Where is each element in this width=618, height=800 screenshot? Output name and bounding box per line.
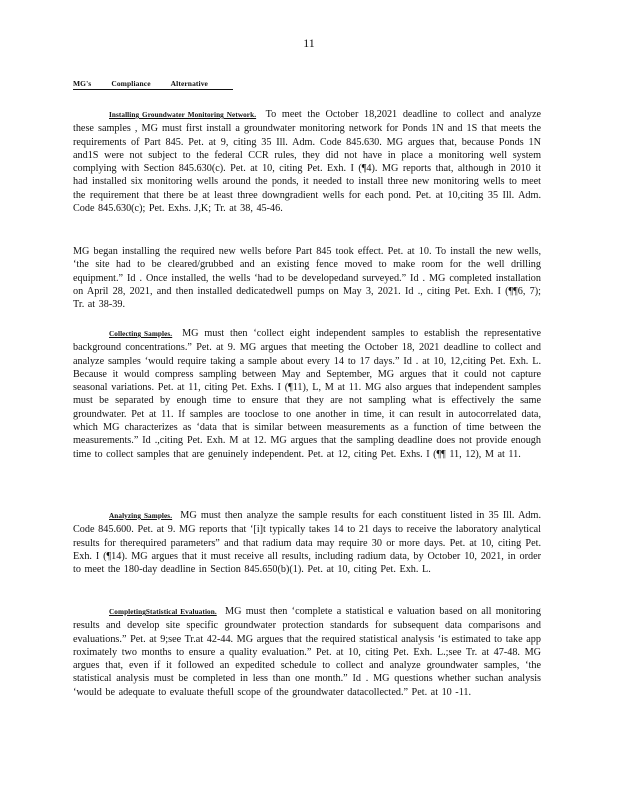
paragraph-lead-heading: Analyzing Samples. <box>109 512 173 520</box>
paragraph-installing-network <box>73 108 541 215</box>
paragraph-text: MG must then analyze the sample results for each constituent listed in 35 Ill. Adm. Code 845.600. Pet. at 9. MG reports that ‘[i]t typically takes 14 to 21 days to receive the laboratory analytical results for therequired parameters” and that radium data may require 30 or more days. Pet. at 10, citing Pet. Exh. I (¶14). MG argues that it must receive all results, including radium data, by October 10, 2021, in order to meet the 180-day deadline in Section 845.650(b)(1). Pet. at 10, citing Pet. Exh. L. <box>73 510 541 576</box>
section-heading-word: Alternative <box>170 79 208 88</box>
paragraph-text: MG must then ‘complete a statistical e valuation based on all monitoring results and develop site specific groundwater protection standards for subsequent data comparisons and evaluations.” Pet. at 9;see Tr.at 42-44. MG argues that the required statistical analysis ‘is estimated to take app roximately two months to ensure a quality evaluation.” Pet. at 10, citing Pet. Exh. L.;see Tr. at 47-48. MG argues that, even if it followed an expedited schedule to collect and analyze groundwater samples, ‘the statistical analysis must be completed in less than one month.” Id . MG questions whether suchan analysis ‘would be adequate to evaluate thefull scope of the groundwater datacollected.” Pet. at 10 -11. <box>73 606 541 698</box>
paragraph-well-installation <box>73 245 541 311</box>
paragraph-lead-heading: Collecting Samples. <box>109 330 173 338</box>
section-heading-word: MG's <box>73 79 92 88</box>
paragraph-lead-heading: CompletingStatistical Evaluation. <box>109 608 217 616</box>
paragraph-text: To meet the October 18,2021 deadline to collect and analyze these samples , MG must first install a groundwater monitoring network for Ponds 1N and 1S that meets the requirements of Part 845. Pet. at 9, citing 35 Ill. Adm. Code 845.630. MG argues that, because Ponds 1N and1S were not subject to the federal CCR rules, they did not have in place a monitoring well system complying with Section 845.630(c). Pet. at 10, citing Pet. Exh. I (¶4). MG reports that, although in 2010 it had installed six monitoring wells around the ponds, it needed to install three new monitoring wells to meet the requirement that there be at least three downgradient wells for each pond. Pet. at 10,citing 35 Ill. Adm. Code 845.630(c); Pet. Exhs. J,K; Tr. at 38, 45-46. <box>73 109 541 215</box>
paragraph-text: MG must then ‘collect eight independent samples to establish the representative background concentrations.” Pet. at 9. MG argues that meeting the October 18, 2021 deadline to collect and analyze samples ‘would require taking a sample about every 14 to 17 days.” Id . at 10, 12,citing Pet. Exh. L. Because it would compress sampling between May and September, MG argues that it could not capture seasonal variations. Pet. at 11, citing Pet. Exhs. I (¶11), L, M at 11. MG also argues that independent samples must be separated by enough time to ensure that they are not sampling what is effectively the same groundwater. Pet at 11. If samples are tooclose to one another in time, it can result in autocorrelated data, which MG characterizes as ‘data that is similar between measurements as a function of time between the measurements.” Id .,citing Pet. Exh. M at 12. MG argues that the sampling deadline does not provide enough time to collect samples that are genuinely independent. Pet. at 12, citing Pet. Exhs. I (¶¶ 11, 12), M at 11. <box>73 328 541 460</box>
paragraph-text: MG began installing the required new wells before Part 845 took effect. Pet. at 10. To install the new wells, ‘the site had to be cleared/grubbed and an existing fence moved to make room for the well drilling equipment.” Id . Once installed, the wells ‘had to be developedand surveyed.” Id . MG completed installation on April 28, 2021, and then installed dedicatedwell pumps on May 3, 2021. Id ., citing Pet. Exh. I (¶¶6, 7); Tr. at 38-39. <box>73 246 541 311</box>
paragraph-collecting-samples <box>73 327 541 461</box>
page-number: 11 <box>303 36 315 50</box>
paragraph-lead-heading: Installing Groundwater Monitoring Network. <box>109 111 257 119</box>
section-heading <box>73 79 233 90</box>
section-heading-word: Compliance <box>111 79 151 88</box>
paragraph-statistical-evaluation <box>73 605 541 699</box>
paragraph-analyzing-samples <box>73 509 541 576</box>
